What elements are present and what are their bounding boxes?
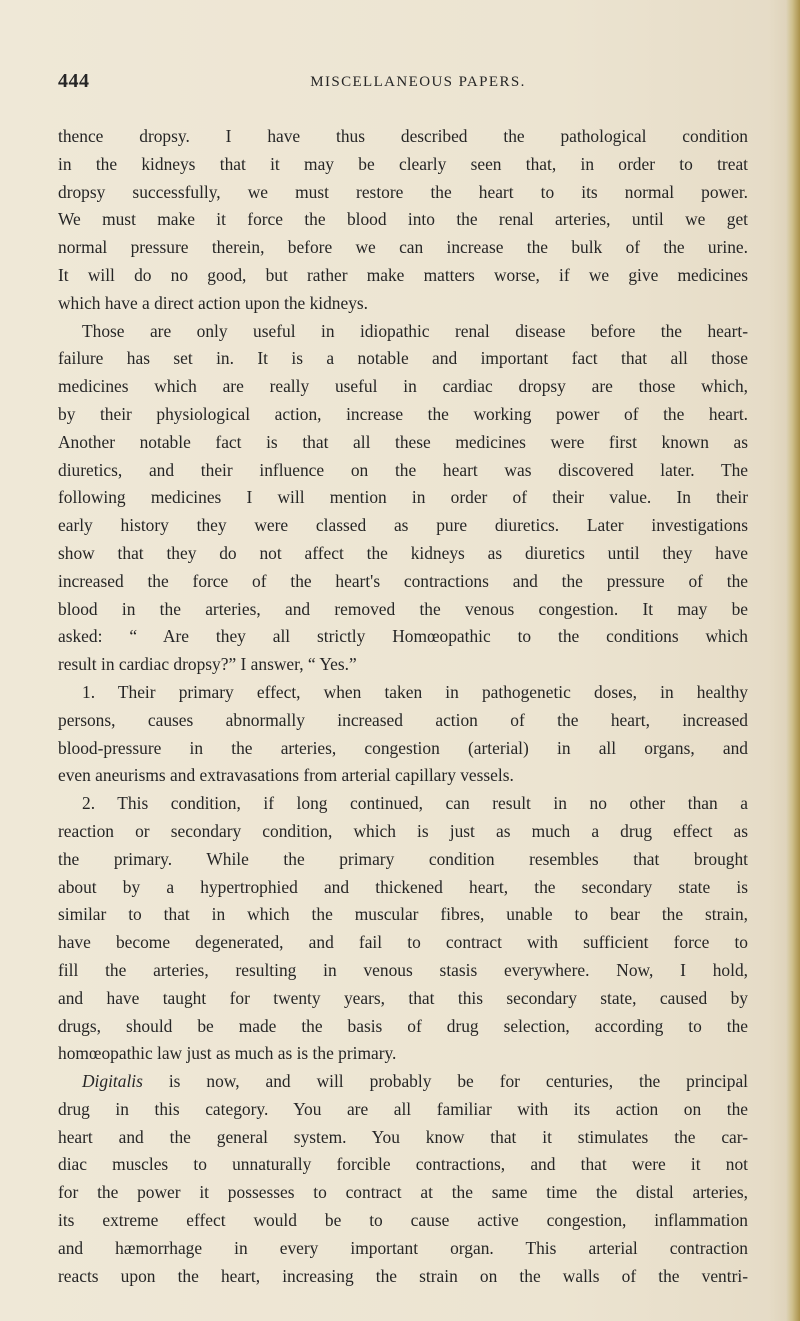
text-line: diac muscles to unnaturally forcible contractions, and that were it not <box>58 1154 748 1175</box>
text-line: by their physiological action, increase the working power of the heart. <box>58 403 748 424</box>
text-line: 2. This condition, if long continued, can result in no other than a <box>82 793 748 814</box>
text-line: failure has set in. It is a notable and important fact that all those <box>58 348 748 369</box>
text-line: in the kidneys that it may be clearly seen that, in order to treat <box>58 153 748 174</box>
text-line: have become degenerated, and fail to contract with sufficient force to <box>58 932 748 953</box>
text-line: medicines which are really useful in cardiac dropsy are those which, <box>58 376 748 397</box>
text-line: about by a hypertrophied and thickened heart, the secondary state is <box>58 876 748 897</box>
text-line: thence dropsy. I have thus described the pathological condition <box>58 126 748 146</box>
page-edge-shadow <box>786 0 800 1321</box>
text-line: early history they were classed as pure diuretics. Later investigations <box>58 515 748 536</box>
text-line: the primary. While the primary condition resembles that brought <box>58 848 748 869</box>
text-line: heart and the general system. You know that it stimulates the car- <box>58 1126 748 1147</box>
text-line: dropsy successfully, we must restore the heart to its normal power. <box>58 181 748 202</box>
text-line: drug in this category. You are all familiar with its action on the <box>58 1098 748 1119</box>
text-line: Another notable fact is that all these medicines were first known as <box>58 431 748 452</box>
running-head: MISCELLANEOUS PAPERS. <box>310 74 526 90</box>
page-header <box>58 70 748 100</box>
text-line: blood-pressure in the arteries, congestion (arterial) in all organs, and <box>58 737 748 758</box>
text-line: increased the force of the heart's contractions and the pressure of the <box>58 570 748 591</box>
text-line: and hæmorrhage in every important organ. This arterial contraction <box>58 1237 748 1258</box>
text-line: asked: “ Are they all strictly Homœopathic to the conditions which <box>58 626 748 647</box>
text-line: reaction or secondary condition, which is just as much a drug effect as <box>58 820 748 841</box>
text-line: Those are only useful in idiopathic renal disease before the heart- <box>82 320 748 341</box>
text-line: which have a direct action upon the kidneys. <box>58 292 369 313</box>
page-number: 444 <box>58 70 90 92</box>
text-line: for the power it possesses to contract at the same time the distal arteries, <box>58 1182 748 1203</box>
italic-term: Digitalis <box>82 1071 143 1092</box>
text-line: even aneurisms and extravasations from arterial capillary vessels. <box>58 765 514 786</box>
text-line: drugs, should be made the basis of drug selection, according to the <box>58 1015 748 1036</box>
text-line: blood in the arteries, and removed the venous congestion. It may be <box>58 598 748 619</box>
text-line: Digitalis is now, and will probably be for centuries, the principal <box>82 1071 748 1092</box>
text-line: diuretics, and their influence on the heart was discovered later. The <box>58 459 748 480</box>
text-line: fill the arteries, resulting in venous stasis everywhere. Now, I hold, <box>58 959 748 980</box>
text-line: its extreme effect would be to cause active congestion, inflammation <box>58 1210 748 1231</box>
text-line: and have taught for twenty years, that this secondary state, caused by <box>58 987 748 1008</box>
text-line: 1. Their primary effect, when taken in pathogenetic doses, in healthy <box>82 681 748 702</box>
text-line: show that they do not affect the kidneys as diuretics until they have <box>58 542 748 563</box>
text-line: It will do no good, but rather make matters worse, if we give medicines <box>58 264 748 285</box>
text-line: persons, causes abnormally increased action of the heart, increased <box>58 709 748 730</box>
text-line: homœopathic law just as much as is the primary. <box>58 1043 397 1064</box>
body-text <box>58 123 748 1290</box>
text-line: result in cardiac dropsy?” I answer, “ Yes.” <box>58 654 357 675</box>
text-line: We must make it force the blood into the renal arteries, until we get <box>58 209 748 230</box>
text-line: similar to that in which the muscular fibres, unable to bear the strain, <box>58 904 748 925</box>
text-line: reacts upon the heart, increasing the strain on the walls of the ventri- <box>58 1265 748 1286</box>
text-line: following medicines I will mention in order of their value. In their <box>58 487 748 508</box>
text-line: normal pressure therein, before we can increase the bulk of the urine. <box>58 237 748 258</box>
